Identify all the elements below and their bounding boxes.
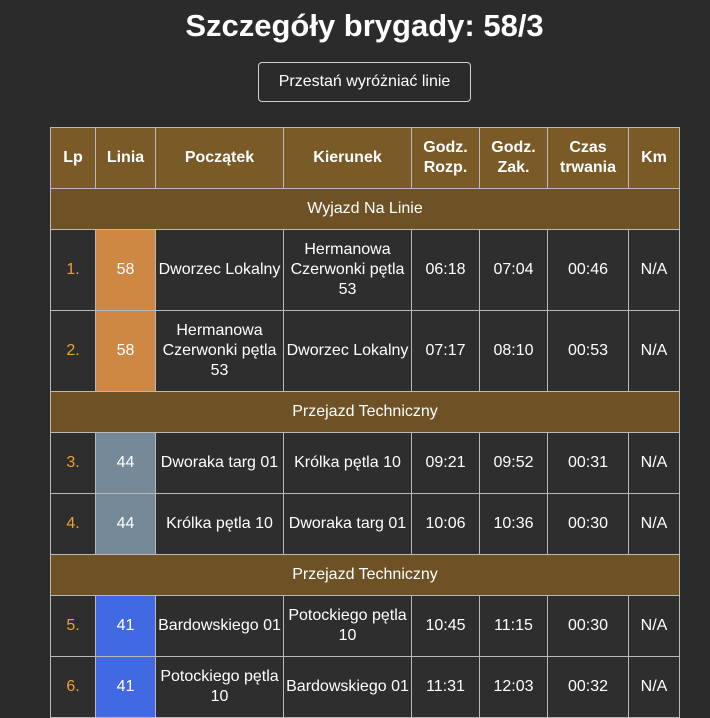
- start-time: 11:31: [412, 657, 480, 718]
- duration: 00:31: [548, 433, 629, 494]
- direction-stop: Hermanowa Czerwonki pętla 53: [284, 230, 412, 311]
- km: N/A: [629, 230, 680, 311]
- header-lp[interactable]: Lp: [51, 128, 96, 189]
- section-label: Przejazd Techniczny: [51, 555, 680, 596]
- start-time: 07:17: [412, 311, 480, 392]
- duration: 00:30: [548, 596, 629, 657]
- km: N/A: [629, 433, 680, 494]
- stop-highlighting-lines-button[interactable]: Przestań wyróżniać linie: [258, 62, 471, 102]
- row-number: 1.: [51, 230, 96, 311]
- start-stop: Hermanowa Czerwonki pętla 53: [156, 311, 284, 392]
- start-time: 06:18: [412, 230, 480, 311]
- duration: 00:32: [548, 657, 629, 718]
- km: N/A: [629, 657, 680, 718]
- end-time: 07:04: [480, 230, 548, 311]
- end-time: 08:10: [480, 311, 548, 392]
- header-godz-rozp[interactable]: Godz. Rozp.: [412, 128, 480, 189]
- section-row: [51, 555, 680, 596]
- row-number: 3.: [51, 433, 96, 494]
- line-badge[interactable]: 58: [96, 311, 156, 392]
- start-time: 10:45: [412, 596, 480, 657]
- direction-stop: Królka pętla 10: [284, 433, 412, 494]
- table-row: [51, 311, 680, 392]
- row-number: 2.: [51, 311, 96, 392]
- duration: 00:46: [548, 230, 629, 311]
- direction-stop: Potockiego pętla 10: [284, 596, 412, 657]
- header-czas-trwania[interactable]: Czas trwania: [548, 128, 629, 189]
- header-godz-zak[interactable]: Godz. Zak.: [480, 128, 548, 189]
- row-number: 6.: [51, 657, 96, 718]
- line-badge[interactable]: 58: [96, 230, 156, 311]
- section-row: [51, 392, 680, 433]
- start-time: 10:06: [412, 494, 480, 555]
- section-label: Przejazd Techniczny: [51, 392, 680, 433]
- table-row: [51, 433, 680, 494]
- start-time: 09:21: [412, 433, 480, 494]
- table-row: [51, 657, 680, 718]
- start-stop: Królka pętla 10: [156, 494, 284, 555]
- header-poczatek[interactable]: Początek: [156, 128, 284, 189]
- duration: 00:30: [548, 494, 629, 555]
- page-title: Szczegóły brygady: 58/3: [185, 8, 544, 43]
- section-row: [51, 189, 680, 230]
- row-number: 5.: [51, 596, 96, 657]
- km: N/A: [629, 596, 680, 657]
- line-badge[interactable]: 41: [96, 657, 156, 718]
- header-linia[interactable]: Linia: [96, 128, 156, 189]
- direction-stop: Bardowskiego 01: [284, 657, 412, 718]
- direction-stop: Dworaka targ 01: [284, 494, 412, 555]
- duration: 00:53: [548, 311, 629, 392]
- start-stop: Bardowskiego 01: [156, 596, 284, 657]
- table-row: [51, 596, 680, 657]
- line-badge[interactable]: 44: [96, 433, 156, 494]
- line-badge[interactable]: 41: [96, 596, 156, 657]
- km: N/A: [629, 311, 680, 392]
- header-km[interactable]: Km: [629, 128, 680, 189]
- brigade-schedule-table: [50, 127, 680, 718]
- end-time: 11:15: [480, 596, 548, 657]
- km: N/A: [629, 494, 680, 555]
- row-number: 4.: [51, 494, 96, 555]
- start-stop: Potockiego pętla 10: [156, 657, 284, 718]
- table-header-row: [51, 128, 680, 189]
- section-label: Wyjazd Na Linie: [51, 189, 680, 230]
- start-stop: Dworzec Lokalny: [156, 230, 284, 311]
- table-row: [51, 230, 680, 311]
- line-badge[interactable]: 44: [96, 494, 156, 555]
- end-time: 10:36: [480, 494, 548, 555]
- table-row: [51, 494, 680, 555]
- start-stop: Dworaka targ 01: [156, 433, 284, 494]
- end-time: 09:52: [480, 433, 548, 494]
- end-time: 12:03: [480, 657, 548, 718]
- direction-stop: Dworzec Lokalny: [284, 311, 412, 392]
- header-kierunek[interactable]: Kierunek: [284, 128, 412, 189]
